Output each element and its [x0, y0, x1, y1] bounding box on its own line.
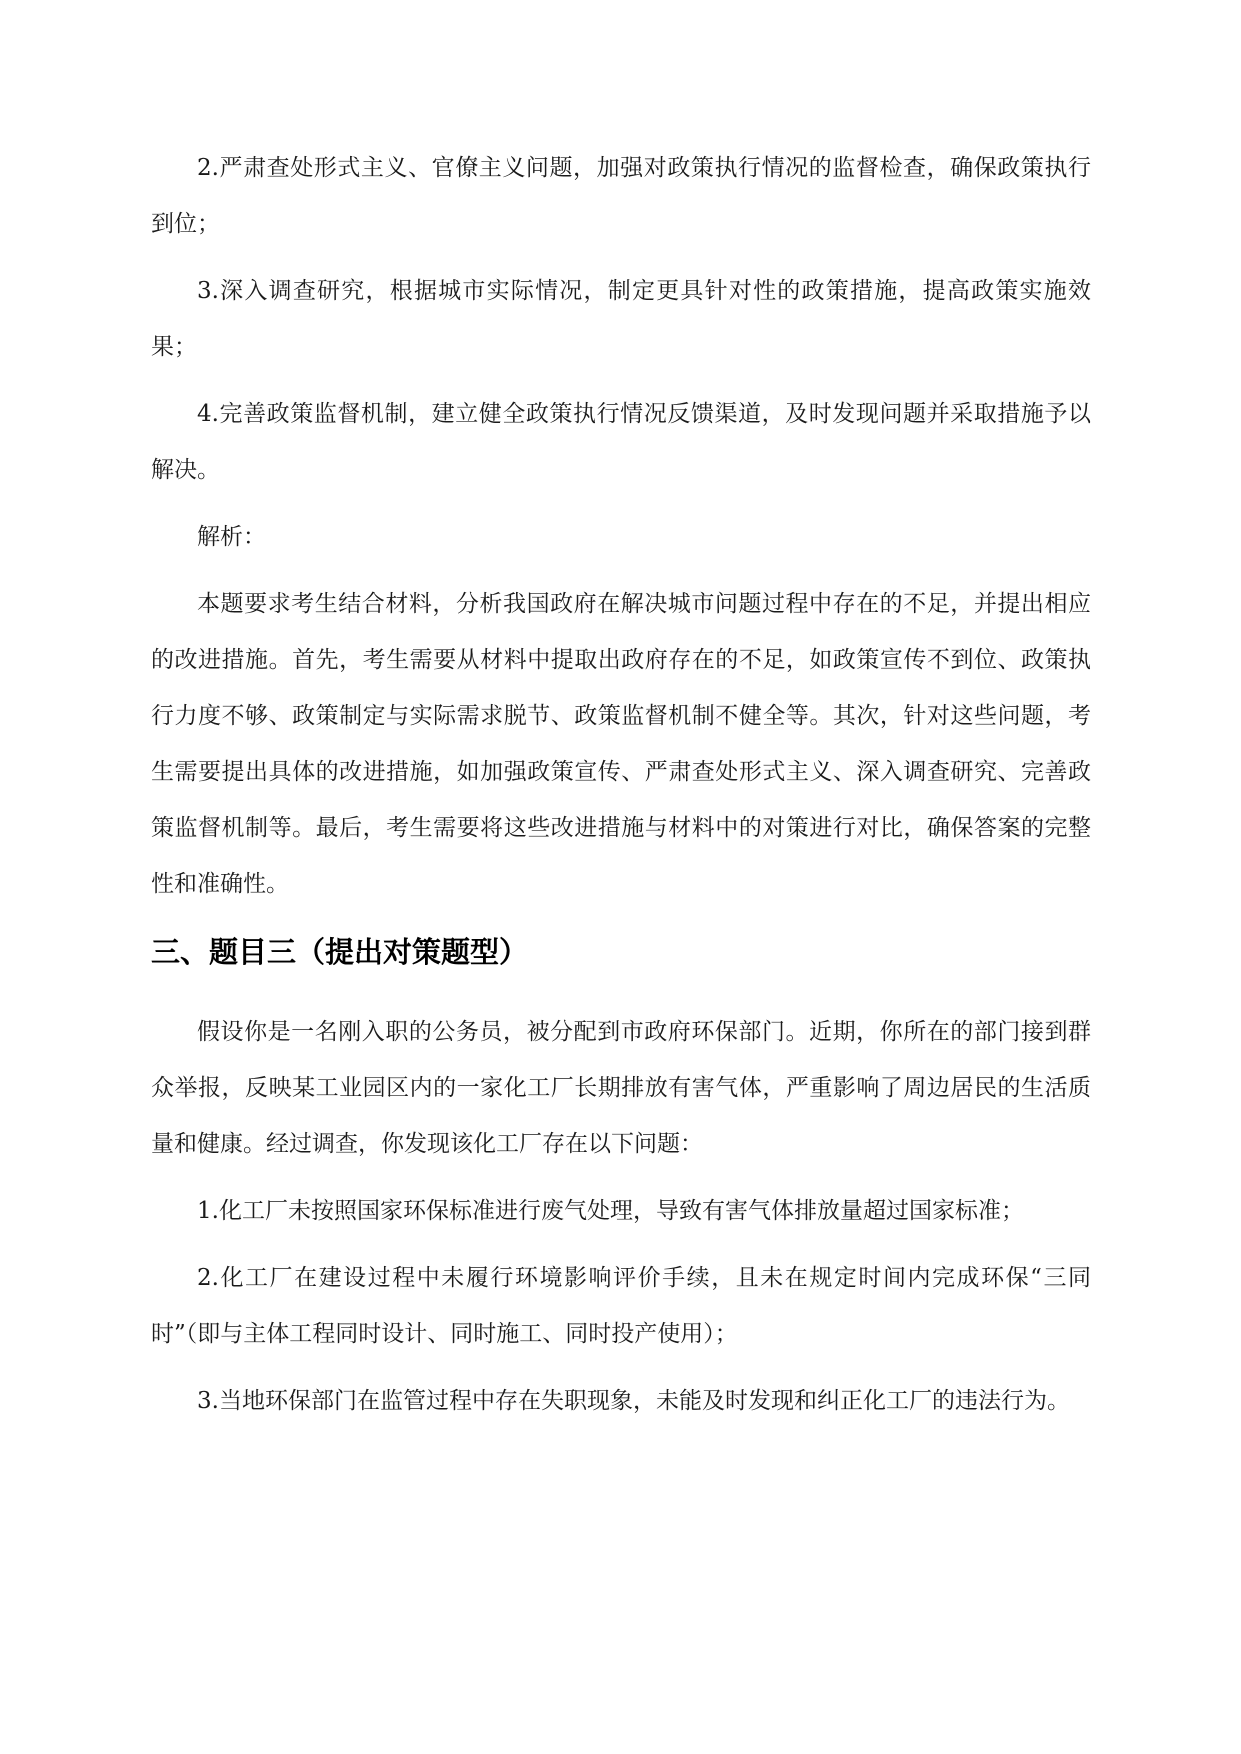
problem-item-1: 1.化工厂未按照国家环保标准进行废气处理，导致有害气体排放量超过国家标准；: [197, 1198, 1024, 1224]
section-heading: 三、题目三（提出对策题型）: [151, 935, 529, 969]
paragraph-measure-3: 3.深入调查研究，根据城市实际情况，制定更具针对性的政策措施，提高政策实施效果；: [151, 278, 1091, 360]
document-body: [151, 140, 1091, 1440]
paragraph-measure-2: 2.严肃查处形式主义、官僚主义问题，加强对政策执行情况的监督检查，确保政策执行到位；: [151, 155, 1091, 237]
analysis-paragraph: 本题要求考生结合材料，分析我国政府在解决城市问题过程中存在的不足，并提出相应的改进措施。首先，考生需要从材料中提取出政府存在的不足，如政策宣传不到位、政策执行力度不够、政策制定与实际需求脱节、政策监督机制不健全等。其次，针对这些问题，考生需要提出具体的改进措施，如加强政策宣传、严肃查处形式主义、深入调查研究、完善政策监督机制等。最后，考生需要将这些改进措施与材料中的对策进行对比，确保答案的完整性和准确性。: [151, 591, 1091, 897]
problem-item-3: 3.当地环保部门在监管过程中存在失职现象，未能及时发现和纠正化工厂的违法行为。: [197, 1388, 1070, 1414]
analysis-label: 解析：: [197, 524, 266, 550]
paragraph-measure-4: 4.完善政策监督机制，建立健全政策执行情况反馈渠道，及时发现问题并采取措施予以解决。: [151, 401, 1091, 483]
problem-item-2: 2.化工厂在建设过程中未履行环境影响评价手续，且未在规定时间内完成环保“三同时”（即与主体工程同时设计、同时施工、同时投产使用）；: [151, 1265, 1091, 1347]
scenario-paragraph: 假设你是一名刚入职的公务员，被分配到市政府环保部门。近期，你所在的部门接到群众举报，反映某工业园区内的一家化工厂长期排放有害气体，严重影响了周边居民的生活质量和健康。经过调查，你发现该化工厂存在以下问题：: [151, 1019, 1091, 1157]
